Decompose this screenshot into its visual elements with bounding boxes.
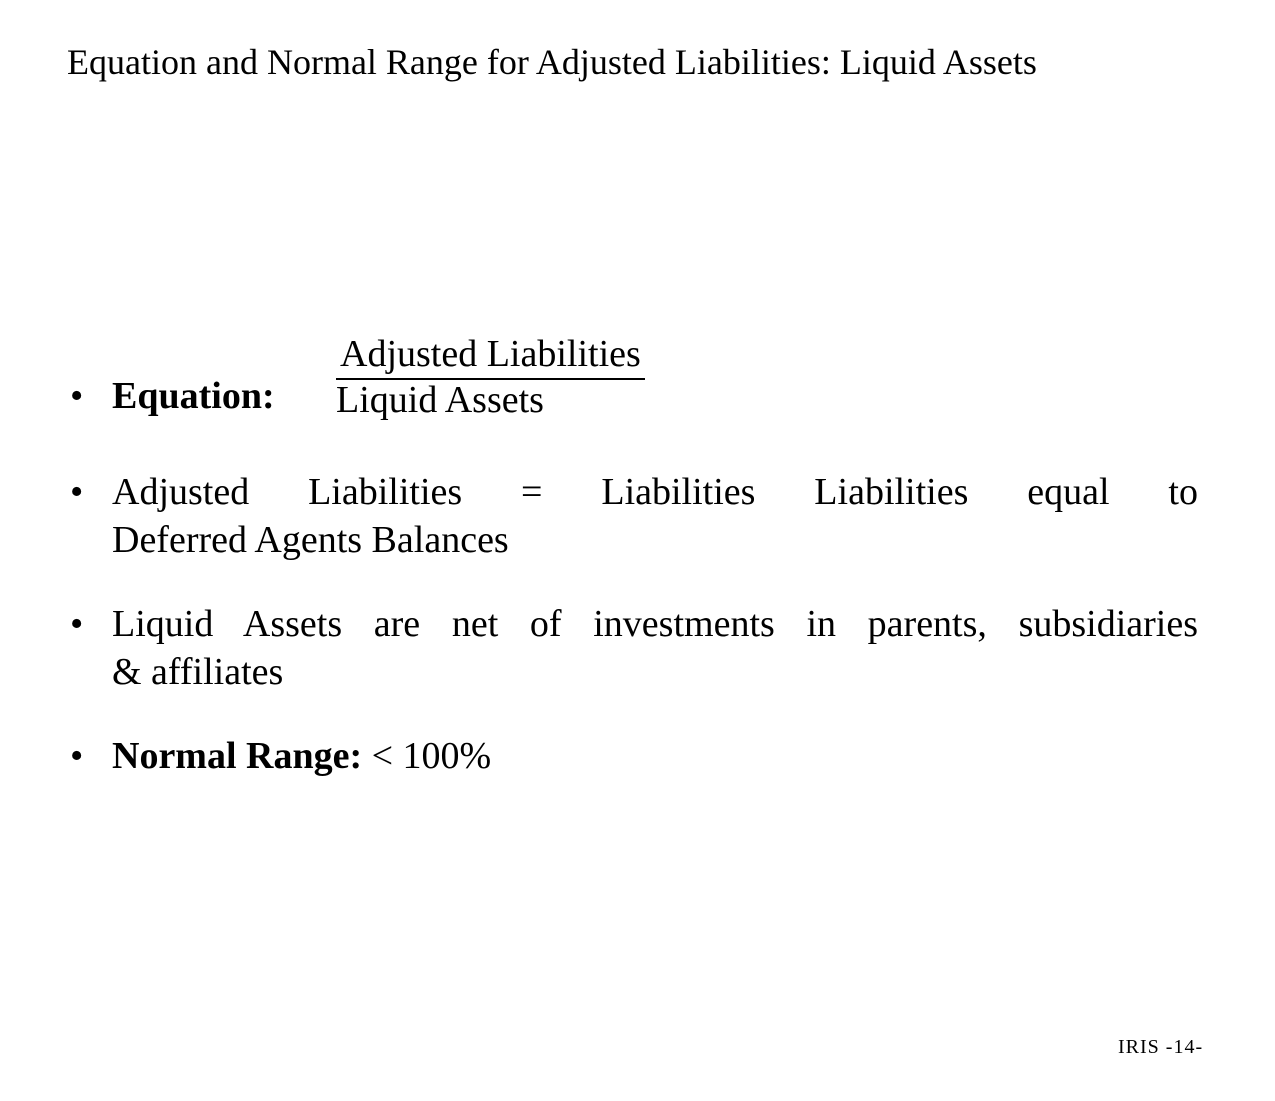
equation-body xyxy=(112,333,1198,421)
bullet-liquid-assets xyxy=(70,600,1198,696)
fraction-numerator: Adjusted Liabilities xyxy=(336,332,645,380)
equation-fraction xyxy=(336,332,645,420)
liquid-assets-line-2: & affiliates xyxy=(112,651,284,693)
bullet-marker: • xyxy=(70,471,84,513)
page-title: Equation and Normal Range for Adjusted Liabilities: Liquid Assets xyxy=(67,42,1037,82)
bullet-marker: • xyxy=(70,375,84,417)
bullet-normal-range xyxy=(70,732,1198,780)
normal-range-body xyxy=(112,732,1198,780)
liquid-assets-line-1: Liquid Assets are net of investments in parents, subsidiaries xyxy=(112,603,1198,645)
equation-label: Equation: xyxy=(112,375,275,417)
bullet-marker: • xyxy=(70,603,84,645)
fraction-denominator: Liquid Assets xyxy=(336,379,544,421)
adjusted-liabilities-line-1: Adjusted Liabilities = Liabilities Liabilities equal to xyxy=(112,471,1198,513)
adjusted-liabilities-line-2: Deferred Agents Balances xyxy=(112,519,509,561)
liquid-assets-definition xyxy=(112,600,1198,696)
bullet-adjusted-liabilities xyxy=(70,468,1198,564)
normal-range-value: < 100% xyxy=(371,735,492,777)
page-footer: IRIS -14- xyxy=(1118,1036,1204,1058)
bullet-equation xyxy=(70,333,1198,421)
normal-range-label: Normal Range: xyxy=(112,735,363,777)
adjusted-liabilities-definition xyxy=(112,468,1198,564)
bullet-marker: • xyxy=(70,735,84,777)
